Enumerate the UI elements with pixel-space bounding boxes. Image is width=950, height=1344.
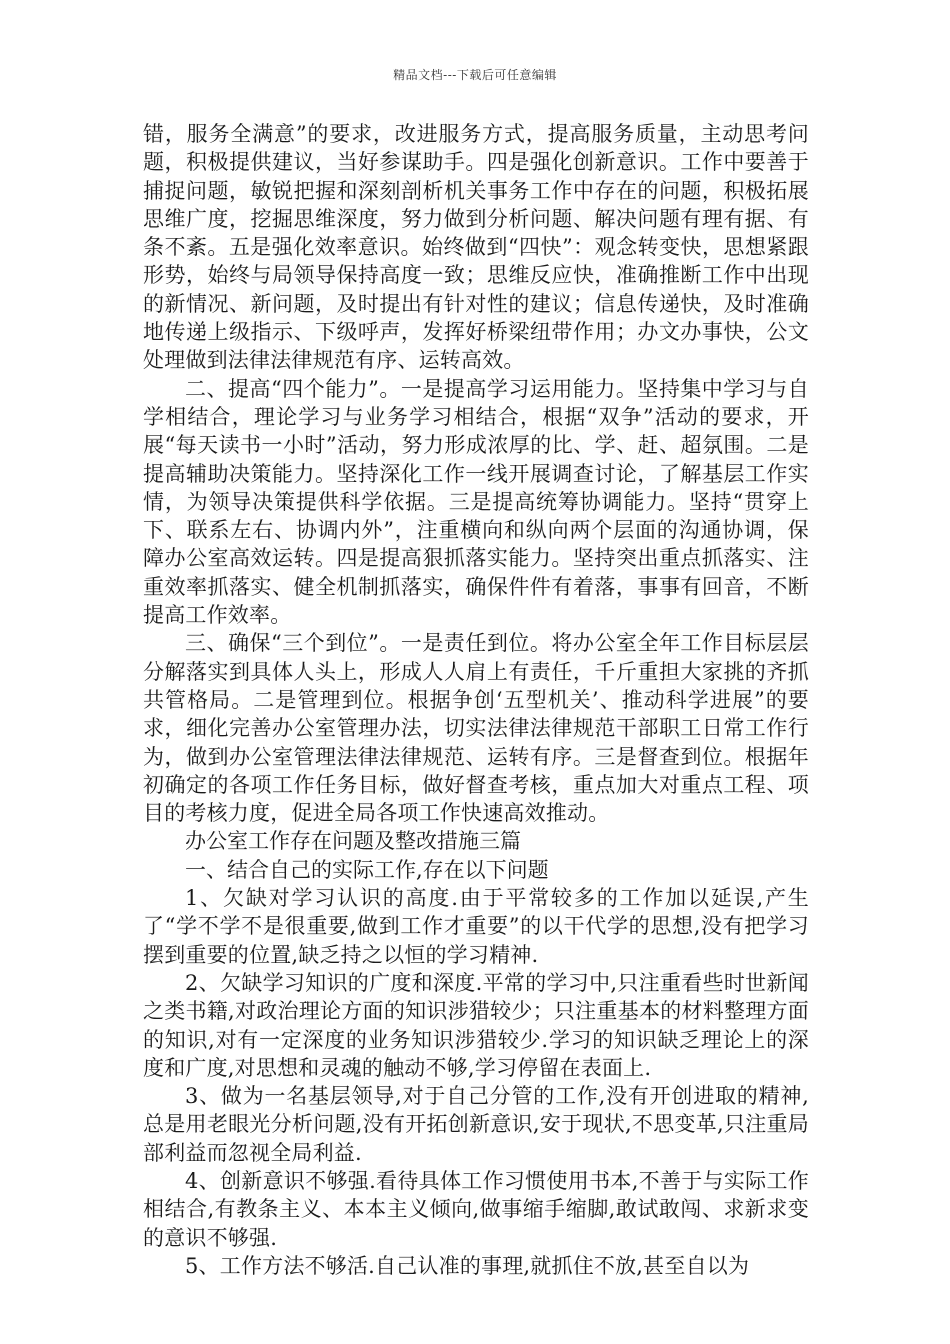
paragraph-four-abilities: 二、提高“四个能力”。一是提高学习运用能力。坚持集中学习与自学相结合，理论学习与业务学习相结合，根据“双争”活动的要求，开展“每天读书一小时”活动，努力形成浓厚的比、学、赶、超氛围。二是提高辅助决策能力。坚持深化工作一线开展调查讨论，了解基层工作实情，为领导决策提供科学依据。三是提高统筹协调能力。坚持“贯穿上下、联系左右、协调内外”，注重横向和纵向两个层面的沟通协调，保障办公室高效运转。四是提高狠抓落实能力。坚持突出重点抓落实、注重效率抓落实、健全机制抓落实，确保件件有着落，事事有回音，不断提高工作效率。	[143, 376, 809, 628]
problem-item-1: 1、欠缺对学习认识的高度.由于平常较多的工作加以延误,产生了“学不学不是很重要,做到工作才重要”的以干代学的思想,没有把学习摆到重要的位置,缺乏持之以恒的学习精神.	[143, 886, 809, 967]
document-body	[143, 120, 809, 1280]
problem-item-5: 5、工作方法不够活.自己认准的事理,就抓住不放,甚至自以为	[185, 1253, 750, 1278]
section-title: 办公室工作存在问题及整改措施三篇	[185, 829, 521, 854]
page-header-watermark: 精品文档---下载后可任意编辑	[393, 68, 557, 82]
problem-item-2: 2、欠缺学习知识的广度和深度.平常的学习中,只注重看些时世新闻之类书籍,对政治理论方面的知识涉猎较少；只注重基本的材料整理方面的知识,对有一定深度的业务知识涉猎较少.学习的知识缺乏理论上的深度和广度,对思想和灵魂的触动不够,学习停留在表面上.	[143, 970, 809, 1080]
paragraph-continuation: 错，服务全满意”的要求，改进服务方式，提高服务质量，主动思考问题，积极提供建议，当好参谋助手。四是强化创新意识。工作中要善于捕捉问题，敏锐把握和深刻剖析机关事务工作中存在的问题，积极拓展思维广度，挖掘思维深度，努力做到分析问题、解决问题有理有据、有条不紊。五是强化效率意识。始终做到“四快”：观念转变快，思想紧跟形势，始终与局领导保持高度一致；思维反应快，准确推断工作中出现的新情况、新问题，及时提出有针对性的建议；信息传递快，及时准确地传递上级指示、下级呼声，发挥好桥梁纽带作用；办文办事快，公文处理做到法律法律规范有序、运转高效。	[143, 122, 809, 373]
section-subtitle-problems: 一、结合自己的实际工作,存在以下问题	[185, 857, 549, 882]
paragraph-three-in-place: 三、确保“三个到位”。一是责任到位。将办公室全年工作目标层层分解落实到具体人头上，形成人人肩上有责任，千斤重担大家挑的齐抓共管格局。二是管理到位。根据争创‘五型机关’、推动科学进展”的要求，细化完善办公室管理办法，切实法律法律规范干部职工日常工作行为，做到办公室管理法律法律规范、运转有序。三是督查到位。根据年初确定的各项工作任务目标，做好督查考核，重点加大对重点工程、项目的考核力度，促进全局各项工作快速高效推动。	[143, 631, 809, 826]
problem-item-4: 4、创新意识不够强.看待具体工作习惯使用书本,不善于与实际工作相结合,有教条主义、本本主义倾向,做事缩手缩脚,敢试敢闯、求新求变的意识不够强.	[143, 1168, 809, 1250]
problem-item-3: 3、做为一名基层领导,对于自己分管的工作,没有开创进取的精神,总是用老眼光分析问题,没有开拓创新意识,安于现状,不思变革,只注重局部利益而忽视全局利益.	[143, 1084, 809, 1165]
